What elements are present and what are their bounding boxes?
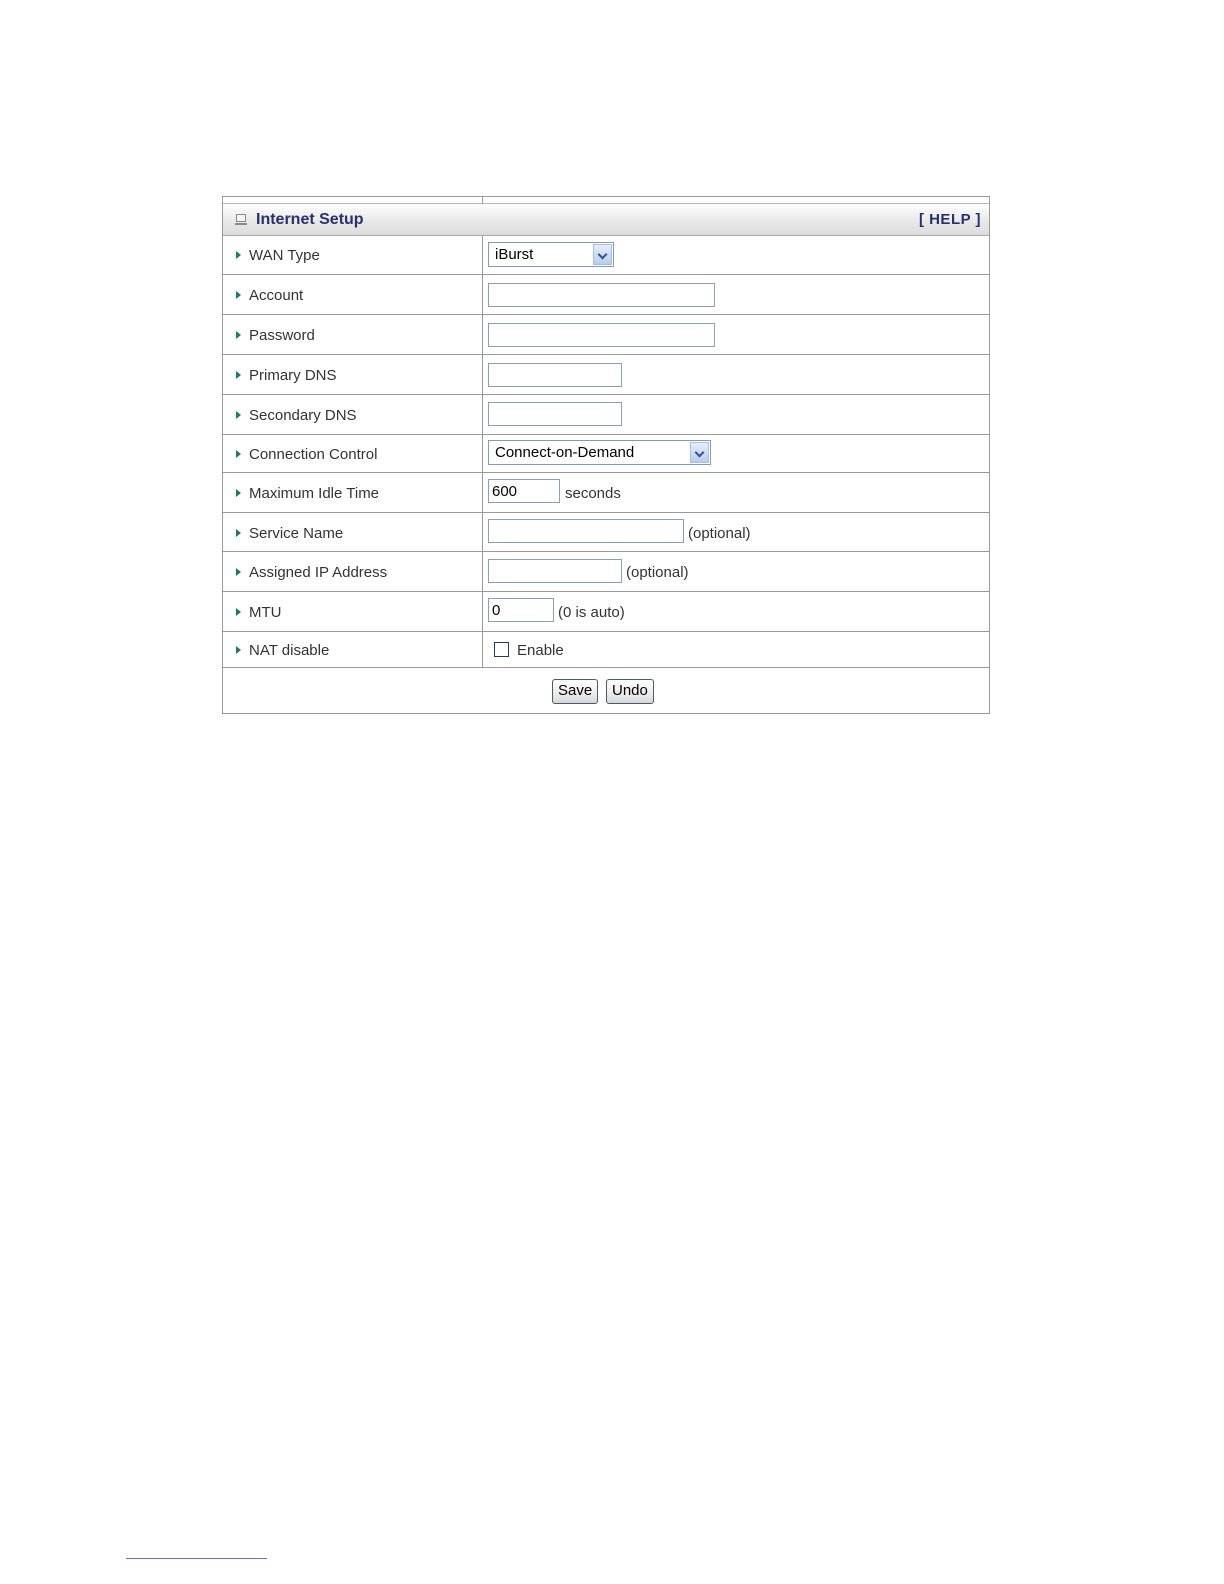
primary-dns-input[interactable] bbox=[488, 363, 622, 387]
connection-control-label: Connection Control bbox=[249, 446, 378, 463]
page-title: Internet Setup bbox=[256, 211, 364, 228]
nat-disable-label: NAT disable bbox=[249, 642, 330, 659]
row-max-idle-time bbox=[223, 473, 989, 513]
triangle-right-icon bbox=[236, 251, 241, 259]
wan-type-label: WAN Type bbox=[249, 247, 320, 264]
mtu-input[interactable] bbox=[488, 598, 554, 622]
row-nat-disable bbox=[223, 632, 989, 668]
row-password bbox=[223, 315, 989, 355]
max-idle-time-unit: seconds bbox=[565, 485, 621, 502]
triangle-right-icon bbox=[236, 568, 241, 576]
row-secondary-dns bbox=[223, 395, 989, 435]
row-mtu bbox=[223, 592, 989, 632]
mtu-label: MTU bbox=[249, 604, 282, 621]
service-name-label: Service Name bbox=[249, 525, 344, 542]
wan-type-value: iBurst bbox=[495, 246, 534, 263]
triangle-right-icon bbox=[236, 411, 241, 419]
triangle-right-icon bbox=[236, 489, 241, 497]
account-input[interactable] bbox=[488, 283, 715, 307]
panel-header bbox=[223, 203, 989, 236]
row-wan-type bbox=[223, 236, 989, 275]
secondary-dns-label: Secondary DNS bbox=[249, 407, 357, 424]
secondary-dns-input[interactable] bbox=[488, 402, 622, 426]
row-connection-control bbox=[223, 435, 989, 473]
account-label: Account bbox=[249, 287, 304, 304]
primary-dns-label: Primary DNS bbox=[249, 367, 337, 384]
triangle-right-icon bbox=[236, 371, 241, 379]
triangle-right-icon bbox=[236, 646, 241, 654]
footnote-separator bbox=[126, 1558, 267, 1559]
service-name-input[interactable] bbox=[488, 519, 684, 543]
help-link[interactable]: [ HELP ] bbox=[918, 211, 981, 228]
mtu-hint: (0 is auto) bbox=[558, 604, 625, 621]
triangle-right-icon bbox=[236, 291, 241, 299]
assigned-ip-input[interactable] bbox=[488, 559, 622, 583]
password-label: Password bbox=[249, 327, 315, 344]
save-button[interactable]: Save bbox=[552, 679, 598, 704]
button-row bbox=[223, 668, 989, 714]
triangle-right-icon bbox=[236, 529, 241, 537]
row-service-name bbox=[223, 513, 989, 552]
wan-type-select[interactable] bbox=[488, 242, 614, 267]
row-account bbox=[223, 275, 989, 315]
triangle-right-icon bbox=[236, 450, 241, 458]
nat-disable-checkbox[interactable] bbox=[494, 642, 509, 657]
connection-control-value: Connect-on-Demand bbox=[495, 444, 635, 461]
chevron-down-icon[interactable] bbox=[593, 244, 612, 265]
max-idle-time-label: Maximum Idle Time bbox=[249, 485, 380, 502]
chevron-down-icon[interactable] bbox=[690, 442, 709, 463]
triangle-right-icon bbox=[236, 608, 241, 616]
internet-setup-panel bbox=[222, 196, 990, 714]
connection-control-select[interactable] bbox=[488, 440, 711, 465]
row-primary-dns bbox=[223, 355, 989, 395]
panel-icon bbox=[236, 214, 246, 222]
max-idle-time-input[interactable] bbox=[488, 479, 560, 503]
assigned-ip-hint: (optional) bbox=[626, 564, 689, 581]
password-input[interactable] bbox=[488, 323, 715, 347]
assigned-ip-label: Assigned IP Address bbox=[249, 564, 388, 581]
service-name-hint: (optional) bbox=[688, 525, 751, 542]
nat-disable-checkbox-label: Enable bbox=[517, 642, 564, 659]
triangle-right-icon bbox=[236, 331, 241, 339]
row-assigned-ip bbox=[223, 552, 989, 592]
undo-button[interactable]: Undo bbox=[606, 679, 654, 704]
